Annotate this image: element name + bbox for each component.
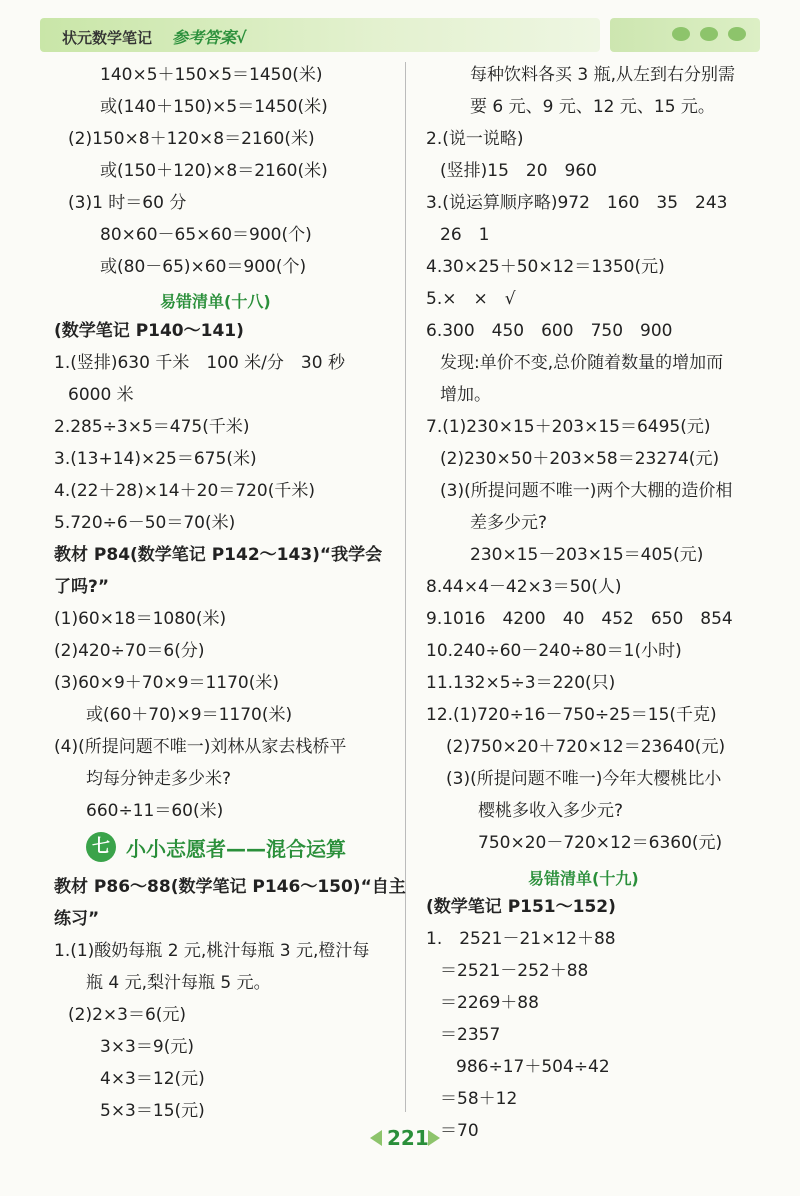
answer-line: 或(80－65)×60＝900(个) (100, 257, 307, 277)
answer-line: 4.30×25＋50×12＝1350(元) (426, 257, 665, 277)
answer-line: 5.720÷6－50＝70(米) (54, 513, 236, 533)
reference-line: 教材 P84(数学笔记 P142～143)“我学会 (54, 545, 383, 565)
answer-line: 9.1016 4200 40 452 650 854 (426, 609, 733, 629)
answer-line: (2)750×20＋720×12＝23640(元) (446, 737, 726, 757)
answer-line: (2)2×3＝6(元) (68, 1005, 187, 1025)
answer-line: ＝2521－252＋88 (440, 961, 589, 981)
answer-line: 6000 米 (68, 385, 134, 405)
answer-line: (3)1 时＝60 分 (68, 193, 187, 213)
answer-line: ＝58＋12 (440, 1089, 518, 1109)
answer-line: 3.(13+14)×25＝675(米) (54, 449, 257, 469)
answer-line: 4.(22＋28)×14＋20＝720(千米) (54, 481, 315, 501)
answer-line: 3.(说运算顺序略)972 160 35 243 (426, 193, 728, 213)
answer-line: (1)60×18＝1080(米) (54, 609, 227, 629)
answer-line: (竖排)15 20 960 (440, 161, 597, 181)
header-subtitle (172, 25, 247, 48)
reference-line: 教材 P86～88(数学笔记 P146～150)“自主 (54, 877, 406, 897)
answer-line: ＝2357 (440, 1025, 501, 1045)
answer-line: ＝70 (440, 1121, 479, 1141)
answer-line: 樱桃多收入多少元? (478, 801, 624, 821)
answer-line: 1.(竖排)630 千米 100 米/分 30 秒 (54, 353, 345, 373)
answer-line: 或(140＋150)×5＝1450(米) (100, 97, 328, 117)
answer-line: ＝2269＋88 (440, 993, 539, 1013)
arrow-right-icon (428, 1130, 440, 1146)
answer-line: (3)60×9＋70×9＝1170(米) (54, 673, 279, 693)
page-number: 221 (387, 1126, 429, 1150)
answer-line: 2.285÷3×5＝475(千米) (54, 417, 250, 437)
answer-line: 5.× × √ (426, 289, 516, 309)
answer-line: 986÷17＋504÷42 (456, 1057, 610, 1077)
answer-line: 1. 2521－21×12＋88 (426, 929, 616, 949)
section-title: 易错清单(十八) (160, 292, 271, 311)
answer-line: (3)(所提问题不唯一)今年大樱桃比小 (446, 769, 722, 789)
reference-line: (数学笔记 P140～141) (54, 321, 244, 341)
section-title: 易错清单(十九) (528, 869, 639, 888)
answer-line: 12.(1)720÷16－750÷25＝15(千克) (426, 705, 717, 725)
answer-line: 6.300 450 600 750 900 (426, 321, 673, 341)
header-subtitle-text: 参考答案 (172, 28, 237, 47)
answer-line: 1.(1)酸奶每瓶 2 元,桃汁每瓶 3 元,橙汁每 (54, 941, 370, 961)
answer-line: 增加。 (440, 385, 491, 405)
answer-line: 750×20－720×12＝6360(元) (478, 833, 723, 853)
answer-line: 26 1 (440, 225, 490, 245)
answer-line: 瓶 4 元,梨汁每瓶 5 元。 (86, 973, 271, 993)
answer-line: 或(150＋120)×8＝2160(米) (100, 161, 328, 181)
answer-line: 均每分钟走多少米? (86, 769, 232, 789)
check-icon: √ (236, 28, 247, 47)
reference-line: 了吗?” (54, 577, 110, 597)
answer-line: 80×60－65×60＝900(个) (100, 225, 312, 245)
answer-line: 11.132×5÷3＝220(只) (426, 673, 616, 693)
arrow-left-icon (370, 1130, 382, 1146)
answer-line: 差多少元? (470, 513, 548, 533)
answer-line: 要 6 元、9 元、12 元、15 元。 (470, 97, 715, 117)
answer-line: 10.240÷60－240÷80＝1(小时) (426, 641, 682, 661)
answer-line: 8.44×4－42×3＝50(人) (426, 577, 622, 597)
chapter-number-badge: 七 (86, 832, 116, 862)
answer-line: (4)(所提问题不唯一)刘林从家去栈桥平 (54, 737, 347, 757)
leaf-dot-icon (700, 27, 718, 41)
answer-line: (2)150×8＋120×8＝2160(米) (68, 129, 315, 149)
leaf-dot-icon (672, 27, 690, 41)
page-number-block (370, 1126, 440, 1150)
reference-line: (数学笔记 P151～152) (426, 897, 616, 917)
column-divider (405, 62, 406, 1112)
answer-line: 3×3＝9(元) (100, 1037, 194, 1057)
answer-line: 每种饮料各买 3 瓶,从左到右分别需 (470, 65, 736, 85)
answer-line: 2.(说一说略) (426, 129, 524, 149)
header-title: 状元数学笔记 (62, 29, 153, 47)
chapter-title: 小小志愿者——混合运算 (126, 837, 346, 861)
answer-line: 230×15－203×15＝405(元) (470, 545, 704, 565)
answer-line: 4×3＝12(元) (100, 1069, 205, 1089)
answer-line: 5×3＝15(元) (100, 1101, 205, 1121)
answer-line: (3)(所提问题不唯一)两个大棚的造价相 (440, 481, 733, 501)
answer-line: (2)230×50＋203×58＝23274(元) (440, 449, 720, 469)
answer-line: 发现:单价不变,总价随着数量的增加而 (440, 353, 724, 373)
answer-line: (2)420÷70＝6(分) (54, 641, 205, 661)
answer-line: 或(60＋70)×9＝1170(米) (86, 705, 293, 725)
answer-line: 7.(1)230×15＋203×15＝6495(元) (426, 417, 711, 437)
answer-line: 660÷11＝60(米) (86, 801, 224, 821)
leaf-dot-icon (728, 27, 746, 41)
answer-line: 140×5＋150×5＝1450(米) (100, 65, 323, 85)
reference-line: 练习” (54, 909, 100, 929)
